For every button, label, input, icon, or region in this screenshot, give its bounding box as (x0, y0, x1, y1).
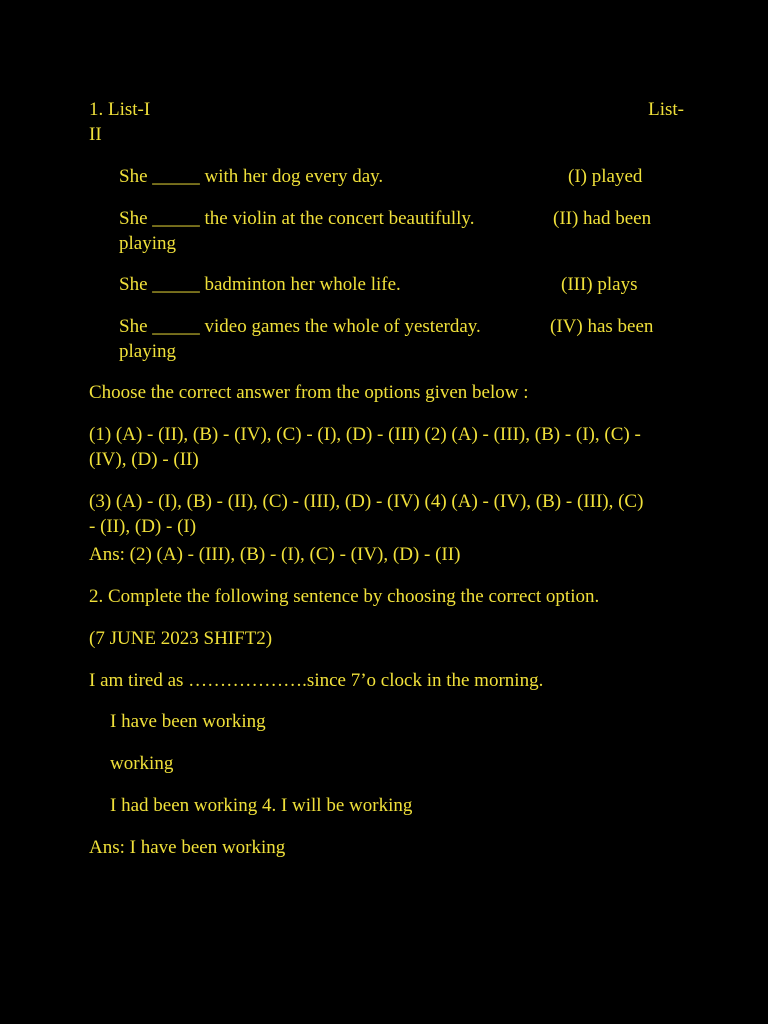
list-1-heading: 1. List-I (89, 99, 151, 120)
q2-option-2: working (110, 753, 174, 774)
q1-options-line-1: (1) (A) - (II), (B) - (IV), (C) - (I), (D) - (III) (2) (A) - (III), (B) - (I), (C) - (89, 424, 641, 445)
list-row-option: (IV) has been (550, 316, 654, 337)
list-row-option: (II) had been (553, 208, 652, 229)
list-row-option: (III) plays (561, 274, 638, 295)
list-row-a (119, 164, 679, 189)
q2-option-3: I had been working 4. I will be working (110, 795, 413, 816)
q1-answer: Ans: (2) (A) - (III), (B) - (I), (C) - (IV), (D) - (II) (89, 544, 461, 565)
q2-question: 2. Complete the following sentence by choosing the correct option. (89, 586, 600, 607)
q2-sentence: I am tired as ……………….since 7’o clock in the morning. (89, 670, 544, 691)
list-row-sentence: She _____ badminton her whole life. (119, 274, 401, 295)
list-row-b (119, 206, 679, 256)
list-row-sentence: She _____ video games the whole of yesterday. (119, 316, 481, 337)
list-row-c (119, 272, 679, 297)
q2-option-1: I have been working (110, 711, 266, 732)
q1-instruction: Choose the correct answer from the options given below : (89, 382, 529, 403)
q2-source: (7 JUNE 2023 SHIFT2) (89, 628, 273, 649)
list-row-option-continued: playing (119, 233, 176, 254)
list-2-heading-wrap: II (89, 124, 102, 145)
list-row-sentence: She _____ the violin at the concert beautifully. (119, 208, 475, 229)
q1-header (89, 97, 684, 122)
list-row-option: (I) played (568, 166, 643, 187)
q2-answer: Ans: I have been working (89, 837, 286, 858)
document-page (89, 97, 684, 860)
q1-options-line-4: - (II), (D) - (I) (89, 516, 197, 537)
list-row-option-continued: playing (119, 341, 176, 362)
list-row-sentence: She _____ with her dog every day. (119, 166, 384, 187)
q1-options-line-3: (3) (A) - (I), (B) - (II), (C) - (III), (D) - (IV) (4) (A) - (IV), (B) - (III), (C) (89, 491, 644, 512)
q1-options-line-2: (IV), (D) - (II) (89, 449, 199, 470)
list-row-d (119, 314, 679, 364)
list-2-heading: List- (648, 99, 684, 120)
